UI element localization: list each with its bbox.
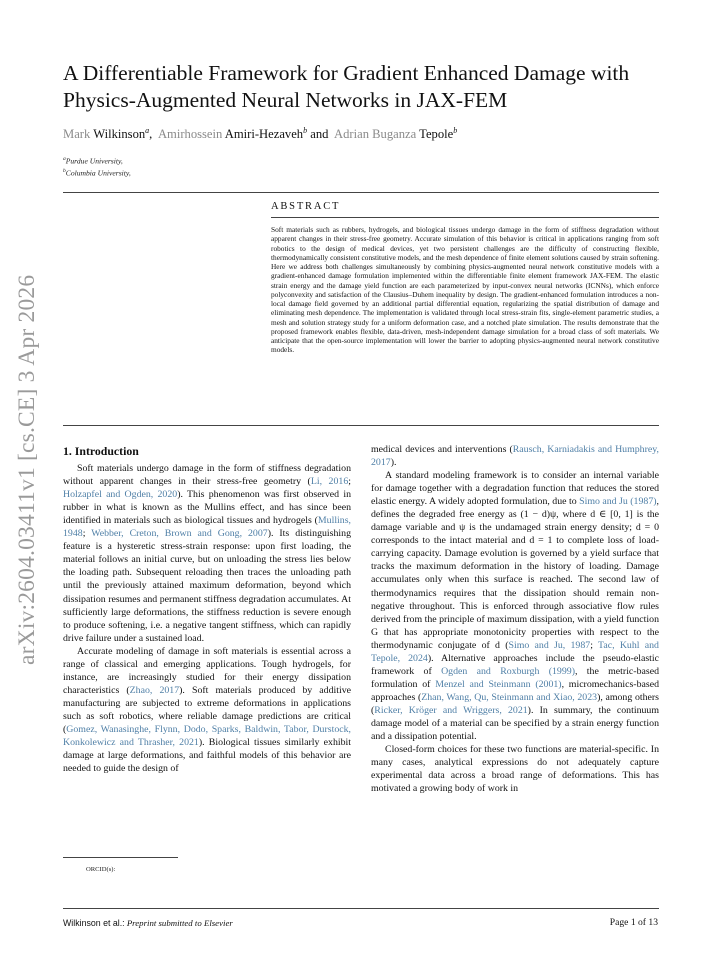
author-family-name: Tepole	[419, 127, 454, 142]
abstract-text: Soft materials such as rubbers, hydrogels, and biological tissues undergo damage in the form of stiffness degradation without apparent changes in their stress-free geometry. Accurate simulation of this behavior is critical in applications ranging from soft robotics to the design of medical devices, yet two persistent challenges are the difficulty of constructing flexible, thermodynamically consistent constitutive models, and the mesh dependence of finite element solutions caused by strain softening. Here we address both challenges simultaneously by combining physics-augmented neural network constitutive models with a gradient-enhanced damage formulation implemented within the differentiable finite element framework JAX-FEM. The elastic strain energy and the damage yield function are each parameterized by input-convex neural networks (ICNNs), which enforce polyconvexity and satisfaction of the Clausius–Duhem inequality by design. The gradient-enhanced formulation introduces a non-local damage field governed by an additional partial differential equation, regularizing the spatial distribution of damage and eliminating mesh dependence. The implementation is validated through local stress-strain fits, single-element parametric studies, a mesh and solution strategy study for a uniform deformation case, and a notched plate simulation. The results demonstrate that the proposed framework enables flexible, data-driven, mesh-independent damage simulation for a broad class of soft materials. We anticipate that the open-source implementation will lower the barrier to adopting physics-augmented neural network constitutive models.	[271, 225, 659, 355]
body-text: Accurate modeling of damage in soft materials is essential across a range of classical and emerging applications. Tough hydrogels, for instance, are increasingly studied for their energy dissipation characteristics (	[63, 645, 351, 696]
author	[334, 127, 457, 141]
author	[158, 127, 307, 141]
affiliation-a: $^a$Purdue University,	[63, 156, 123, 166]
citation-link[interactable]: Li, 2016	[310, 476, 349, 488]
body-text: ). In summary, the continuum damage model of a material can be specified by a strain energy function and a dissipation potential.	[371, 704, 659, 743]
citation-link[interactable]: Webber, Creton, Brown and Gong, 2007	[91, 528, 268, 540]
citation-link[interactable]: Zhao, 2017	[129, 684, 180, 696]
arxiv-identifier: arXiv:2604.03411v1 [cs.CE] 3 Apr 2026	[14, 274, 40, 666]
body-paragraph	[371, 743, 659, 795]
author-given-name: Mark	[63, 127, 94, 142]
footer-author: Wilkinson et al.:	[63, 918, 125, 928]
body-paragraph	[63, 462, 351, 645]
body-text: ). Its distinguishing feature is a hysteretic stress-strain response: upon first loading, the material follows an initial curve, but on unloading the stress lies below the loading path. Subsequent reloading then traces the unloading path until the previously attained maximum deformation, beyond which dissipation resumes and permanent stiffness degradation accumulates. At sufficiently large deformations, the stiffness reduction is severe enough to produce softening, i.e. a negative tangent stiffness, which can rapidly drive failure under a sustained load.	[63, 528, 351, 644]
body-text: ).	[390, 457, 397, 469]
citation-link[interactable]: Tac, Kuhl and Tepole, 2024	[371, 639, 659, 664]
body-text: , micromechanics-based approaches (	[371, 678, 659, 703]
footer-divider	[63, 908, 659, 909]
body-text: Closed-form choices for these two functions are material-specific. In many cases, analytical expressions do not adequately capture experimental data across a broad range of deformations. This has motivated a growing body of work in	[371, 744, 659, 795]
author	[63, 127, 149, 141]
paper-title: A Differentiable Framework for Gradient Enhanced Damage with Physics-Augmented Neural Networks in JAX-FEM	[63, 61, 630, 112]
footnote-divider	[63, 857, 178, 858]
citation-link[interactable]: Simo and Ju (1987)	[579, 496, 657, 508]
right-column	[371, 443, 659, 795]
body-text: ;	[82, 528, 92, 540]
body-text: ). Alternative approaches include the pseudo-elastic framework of	[371, 652, 659, 677]
citation-link[interactable]: Holzapfel and Ogden, 2020	[63, 489, 178, 501]
citation-link[interactable]: Zhan, Wang, Qu, Steinmann and Xiao, 2023	[421, 691, 598, 703]
body-text: , the metric-based formulation of	[371, 665, 659, 690]
left-column	[63, 445, 351, 775]
section-heading: 1. Introduction	[63, 444, 139, 458]
citation-link[interactable]: Simo and Ju, 1987	[508, 639, 591, 651]
body-text: medical devices and interventions (	[371, 444, 513, 455]
author-given-name: Amirhossein	[157, 127, 225, 142]
body-text: , defines the degraded free energy as (1 − d)ψ, where d ∈ [0, 1] is the damage variable and ψ is the undamaged strain energy density; d = 0 corresponds to the intact material and d = 1 to complete loss of load-carrying capacity. Damage evolution is governed by a yield surface that tracks the maximum deformation in the history of loading. Damage accumulates only when this surface is reached. The second law of thermodynamics requires that the dissipation should remain non-negative throughout. This is enforced through associative flow rules derived from the principle of maximum dissipation, with a yield function G that has appropriate monotonicity properties with respect to the thermodynamic conjugate of d (	[371, 496, 659, 651]
page-number: Page 1 of 13	[609, 917, 658, 928]
author-affiliation-mark: a	[145, 126, 150, 135]
footer-citation	[63, 918, 233, 928]
body-text: ;	[348, 476, 351, 488]
author-separator: and	[307, 127, 335, 142]
body-text: A standard modeling framework is to consider an internal variable for damage together with a degradation function that reduces the stored elastic energy. A widely adopted formulation, due to	[371, 470, 659, 508]
citation-link[interactable]: Menzel and Steinmann (2001)	[435, 678, 562, 690]
orcid-footnote: ORCID(s):	[86, 866, 116, 873]
author-affiliation-mark: b	[303, 126, 308, 135]
author-separator: ,	[149, 127, 158, 142]
citation-link[interactable]: Rausch, Karniadakis and Humphrey, 2017	[371, 444, 659, 469]
citation-link[interactable]: Mullins, 1948	[63, 515, 351, 540]
body-paragraph	[63, 645, 351, 775]
citation-link[interactable]: Ricker, Kröger and Wriggers, 2021	[374, 704, 528, 716]
abstract-heading: ABSTRACT	[271, 201, 341, 212]
body-text: ). This phenomenon was first observed in rubber in what is known as the Mullins effect, and has since been identified in materials such as biological tissues and hydrogels (	[63, 489, 351, 527]
citation-link[interactable]: Gomez, Wanasinghe, Flynn, Dodo, Sparks, Baldwin, Tabor, Durstock, Konkolewicz and Thrasher, 2021	[63, 723, 351, 749]
affiliation-b: $^b$Columbia University,	[63, 168, 131, 178]
author-given-name: Adrian Buganza	[334, 127, 420, 142]
header-divider	[63, 192, 659, 193]
author-affiliation-mark: b	[453, 126, 458, 135]
body-paragraph	[371, 443, 659, 469]
body-text: Soft materials undergo damage in the form of stiffness degradation without apparent changes in their stress-free geometry (	[63, 463, 351, 488]
body-paragraph	[371, 469, 659, 743]
body-text: ;	[590, 639, 599, 651]
citation-link[interactable]: Ogden and Roxburgh (1999)	[441, 665, 575, 677]
body-text: ). Biological tissues similarly exhibit damage at large deformations, and faithful models of this behavior are needed to guide the design of	[63, 737, 351, 775]
author-family-name: Amiri-Hezaveh	[224, 127, 304, 142]
body-text: ). Soft materials produced by additive manufacturing are subjected to extreme deformations in applications such as soft robotics, where reliable damage predictions are critical (	[63, 684, 351, 735]
author-family-name: Wilkinson	[93, 127, 146, 142]
footer-status: Preprint submitted to Elsevier	[126, 918, 233, 928]
author-list	[63, 126, 457, 142]
abstract-top-rule	[271, 217, 659, 218]
abstract-bottom-rule	[63, 425, 659, 426]
body-text: ), among others (	[371, 691, 659, 716]
